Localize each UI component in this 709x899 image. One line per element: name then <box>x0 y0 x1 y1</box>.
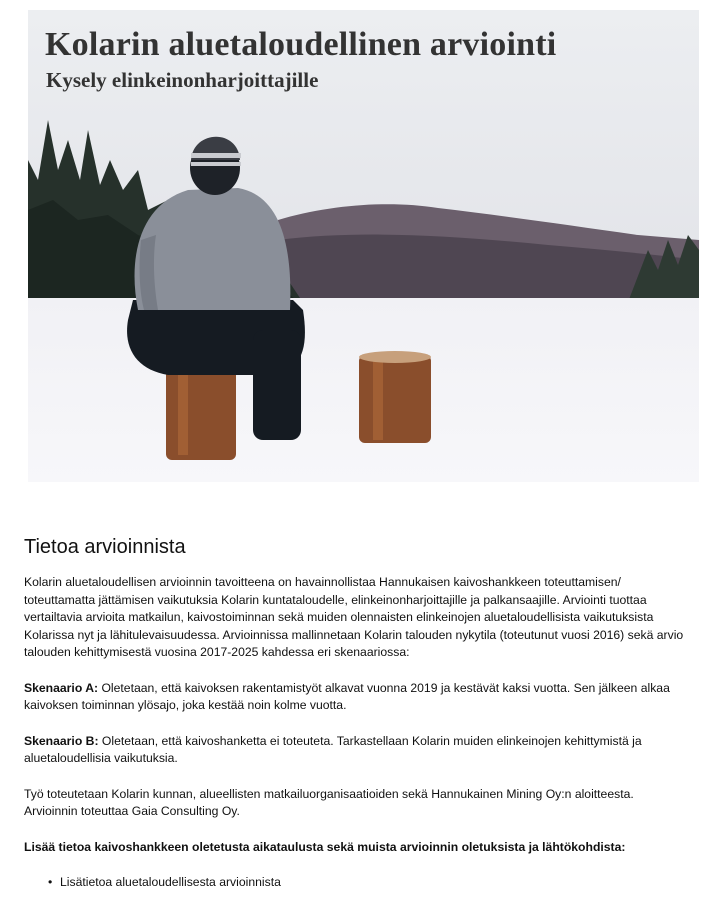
page-subtitle: Kysely elinkeinonharjoittajille <box>46 68 319 92</box>
more-info-text: Lisää tietoa kaivoshankkeen oletetusta aikataulusta sekä muista arvioinnin oletuksista ja lähtökohdista: <box>24 839 626 854</box>
more-info-heading <box>24 839 684 857</box>
scenario-a-label: Skenaario A: <box>24 680 99 695</box>
info-link[interactable]: Lisätietoa aluetaloudellisesta arvioinnista <box>60 875 281 889</box>
intro-paragraph: Kolarin aluetaloudellisen arvioinnin tavoitteena on havainnollistaa Hannukaisen kaivoshankkeen toteuttamisen/ toteuttamatta jättämisen vaikutuksia Kolarin kuntataloudelle, elinkeinonharjoittajille ja palkansaajille. Arviointi tuottaa vertailtavia arvioita matkailun, kaivostoiminnan sekä muiden olennaisten elinkeinojen aluetaloudellisista vaikutuksista Kolarissa nyt ja lähitulevaisuudessa. Arvioinnissa mallinnetaan Kolarin talouden nykytila (toteutunut vuosi 2016) sekä arvio talouden kehittymisestä vuosina 2017-2025 kahdessa eri skenaariossa: <box>24 575 684 659</box>
scenario-b-text: Oletetaan, että kaivoshanketta ei toteuteta. Tarkastellaan Kolarin muiden elinkeinojen kehittymistä ja aluetaloudellisia vaikutuksia. <box>24 733 642 765</box>
scenario-a-paragraph <box>24 680 684 715</box>
section-title: Tietoa arvioinnista <box>24 536 186 558</box>
list-item[interactable] <box>48 874 684 892</box>
hero-banner <box>28 10 699 482</box>
credits-paragraph: Työ toteutetaan Kolarin kunnan, alueellisten matkailuorganisaatioiden sekä Hannukainen Mining Oy:n aloitteesta. Arvioinnin toteuttaa Gaia Consulting Oy. <box>24 786 634 818</box>
scenario-b-paragraph <box>24 733 684 768</box>
scenario-a-text: Oletetaan, että kaivoksen rakentamistyöt alkavat vuonna 2019 ja kestävät kaksi vuotta. Sen jälkeen alkaa kaivoksen toiminnan ylösajo, joka kestää noin kolme vuotta. <box>24 680 670 712</box>
info-section <box>24 536 684 892</box>
page-title: Kolarin aluetaloudellinen arviointi <box>45 26 557 63</box>
scenario-b-label: Skenaario B: <box>24 733 99 748</box>
info-links-list <box>24 874 684 892</box>
